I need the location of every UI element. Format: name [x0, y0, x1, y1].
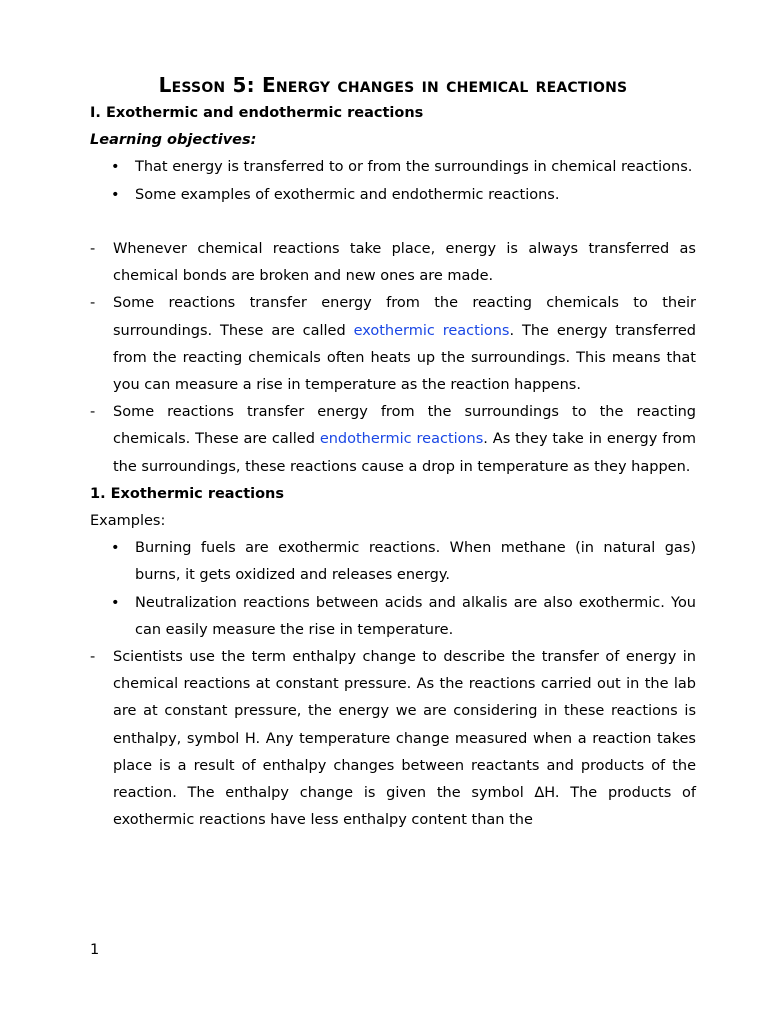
list-item: [90, 182, 696, 209]
paragraph-text: Some reactions transfer energy from the reacting chemicals to their surroundings. These are called: [113, 295, 696, 339]
objective-text: Some examples of exothermic and endothermic reactions.: [135, 186, 560, 203]
dash-icon: -: [90, 649, 96, 666]
exothermic-reactions-link[interactable]: exothermic reactions: [353, 322, 510, 339]
paragraph-text: Scientists use the term enthalpy change to describe the transfer of energy in chemical reactions at constant pressure. As the reactions carried out in the lab are at constant pressure, the energy we are considering in these reactions is enthalpy, symbol H. Any temperature change measured when a reaction takes place is a result of enthalpy changes between reactants and products of the reaction. The enthalpy change is given the symbol ∆H. The products of exothermic reactions have less enthalpy content than the: [113, 649, 696, 829]
subsection-heading-exothermic: 1. Exothermic reactions: [90, 485, 285, 502]
paragraph-energy-transfer: [90, 236, 696, 290]
learning-objectives-label: Learning objectives:: [90, 132, 257, 149]
paragraph-enthalpy: [90, 644, 696, 834]
section-heading-exothermic-endothermic: I. Exothermic and endothermic reactions: [90, 105, 424, 121]
paragraph-exothermic-definition: [90, 290, 696, 399]
paragraph-text: . The energy transferred from the reacting chemicals often heats up the surroundings. This means that you can measure a rise in temperature as the reaction happens.: [113, 322, 696, 394]
paragraph-endothermic-definition: [90, 399, 696, 481]
objective-text: That energy is transferred to or from the surroundings in chemical reactions.: [135, 159, 693, 176]
example-text: Neutralization reactions between acids and alkalis are also exothermic. You can easily measure the rise in temperature.: [135, 594, 696, 638]
examples-label: Examples:: [90, 513, 166, 530]
paragraph-text: Whenever chemical reactions take place, energy is always transferred as chemical bonds are broken and new ones are made.: [113, 241, 696, 285]
lesson-title: Lesson 5: Energy changes in chemical reactions: [158, 73, 628, 97]
bullet-icon: •: [111, 159, 120, 176]
list-item: [90, 535, 696, 589]
bullet-icon: •: [111, 540, 120, 557]
example-text: Burning fuels are exothermic reactions. When methane (in natural gas) burns, it gets oxidized and releases energy.: [135, 540, 696, 584]
list-item: [90, 590, 696, 644]
examples-list: [90, 535, 696, 644]
document-page: [90, 70, 696, 834]
list-item: [90, 154, 696, 181]
bullet-icon: •: [111, 186, 120, 203]
endothermic-reactions-link[interactable]: endothermic reactions: [319, 431, 484, 448]
blank-line: [90, 209, 696, 236]
dash-icon: -: [90, 404, 96, 421]
dash-icon: -: [90, 295, 96, 312]
paragraph-text: . As they take in energy from the surroundings, these reactions cause a drop in temperature as they happen.: [113, 431, 696, 475]
objectives-list: [90, 154, 696, 208]
dash-icon: -: [90, 241, 96, 257]
page-number: 1: [90, 942, 100, 958]
paragraph-text: Some reactions transfer energy from the surroundings to the reacting chemicals. These are called: [113, 404, 696, 448]
bullet-icon: •: [111, 594, 120, 611]
